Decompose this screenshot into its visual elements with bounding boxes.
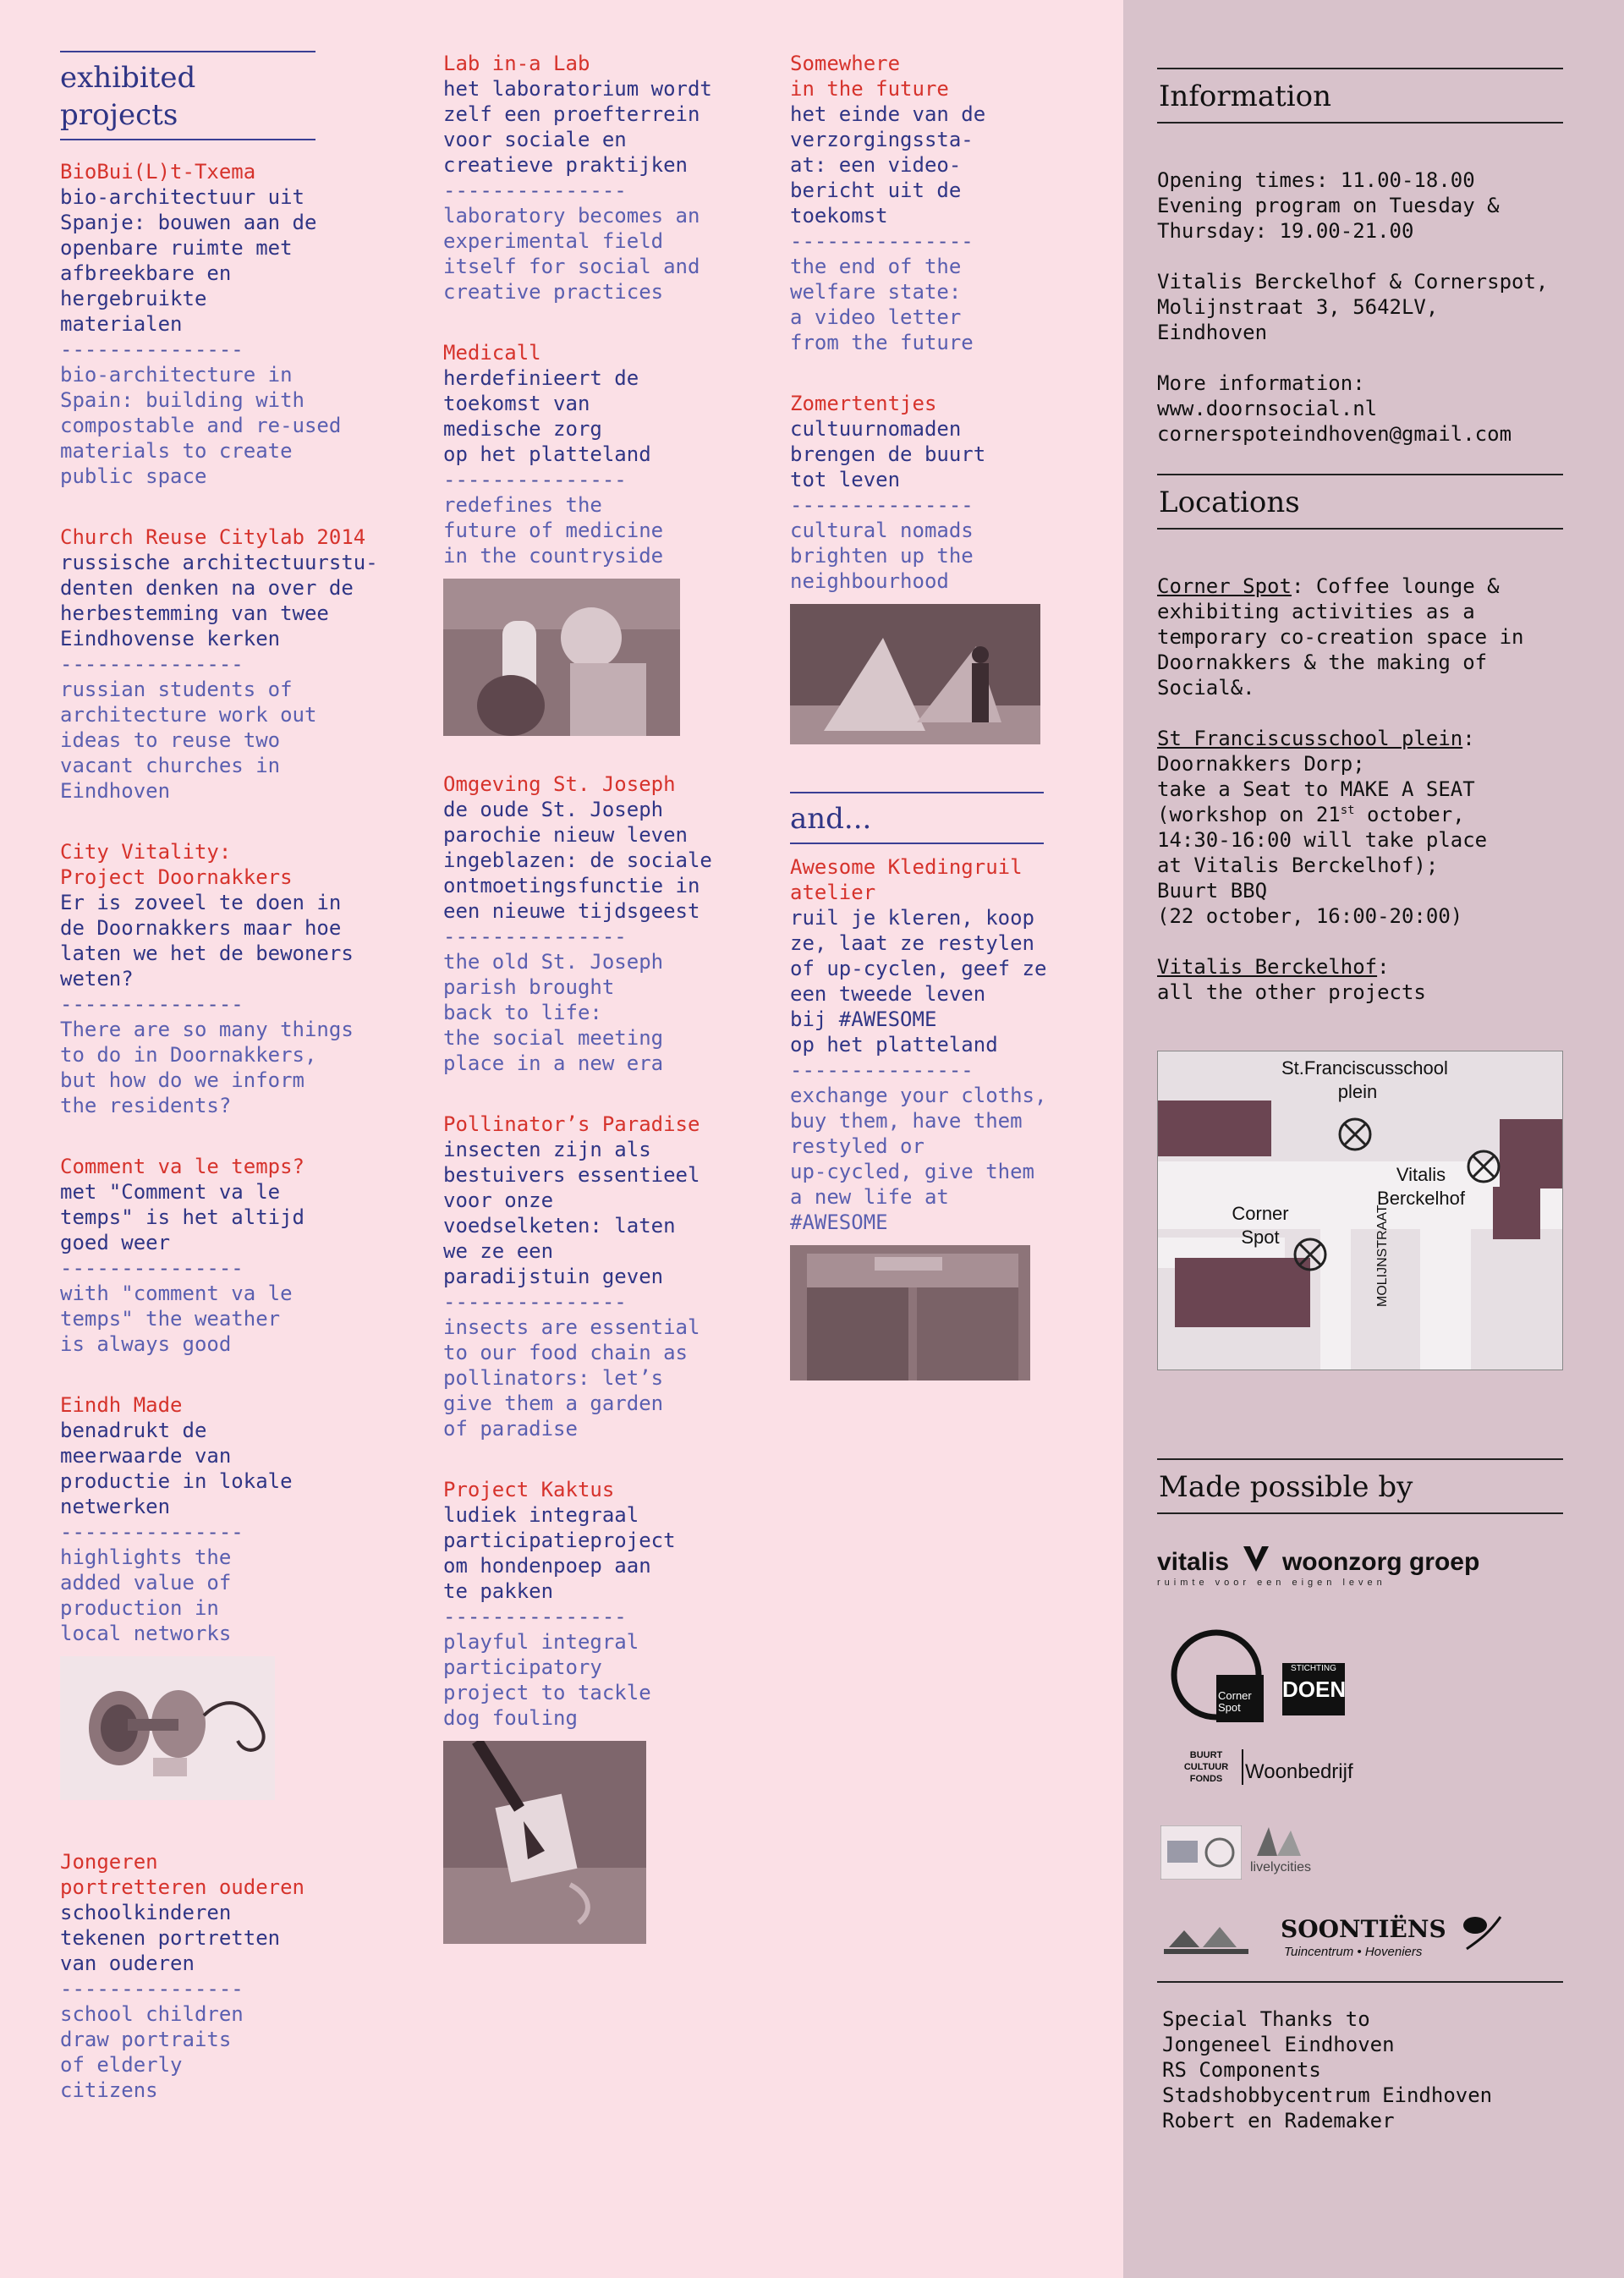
project-title: Awesome Kledingruil atelier <box>790 855 1023 904</box>
soontiens-tagline: Tuincentrum • Hoveniers <box>1284 1945 1423 1959</box>
project-text-nl: herdefinieert de toekomst van medische zorg op het platteland <box>443 366 651 466</box>
project-text-en: school children draw portraits of elderly citizens <box>60 2002 244 2102</box>
lively-cities-logo: livelycities <box>1250 1860 1312 1875</box>
building <box>1493 1187 1540 1239</box>
location-map <box>1157 1051 1563 1370</box>
corner-spot-logo-text: Corner Spot <box>1218 1689 1252 1714</box>
project-text-en: the old St. Joseph parish brought back to life: the social meeting place in a new era <box>443 950 664 1075</box>
project-text-nl: cultuurnomaden brengen de buurt tot leven <box>790 417 986 491</box>
separator: --------------- <box>443 468 627 491</box>
info-column <box>1157 68 1563 2133</box>
headphones-photo <box>60 1656 275 1800</box>
woonbedrijf-logo: Woonbedrijf <box>1245 1760 1353 1783</box>
project-title: Pollinator’s Paradise <box>443 1112 700 1136</box>
ordinal-suffix: st <box>1340 804 1355 817</box>
soontiens-logo: SOONTIËNS <box>1281 1915 1446 1943</box>
project-comment-va-le-temps <box>60 1154 398 1357</box>
project-medicall <box>443 340 773 736</box>
logo-tagline: ruimte voor een eigen leven <box>1157 1578 1386 1588</box>
doen-logo-top: STICHTING <box>1291 1664 1336 1673</box>
eu-logo <box>1160 1825 1242 1880</box>
separator: --------------- <box>443 1605 627 1628</box>
and-heading: and... <box>790 792 1044 844</box>
project-lab-in-a-lab <box>443 51 773 305</box>
project-text-en: redefines the future of medicine in the countryside <box>443 493 664 568</box>
project-text-en: playful integral participatory project to tackle dog fouling <box>443 1630 651 1730</box>
project-biobuilt <box>60 159 398 489</box>
more-information: More information: www.doornsocial.nl cornerspoteindhoven@gmail.com <box>1157 371 1512 446</box>
vitalis-houses-logo <box>1160 1913 1254 1968</box>
map-label-street: MOLIJNSTRAAT <box>1375 1205 1390 1307</box>
map-label-vitalis: Vitalis Berckelhof <box>1377 1164 1465 1209</box>
column-2 <box>443 51 773 1979</box>
project-eindh-made <box>60 1392 398 1800</box>
location-text: : Coffee lounge & exhibiting activities as a temporary co-creation space in Doornakkers & the making of Social&. <box>1157 574 1524 700</box>
project-text-en: with "comment va le temps" the weather is always good <box>60 1282 293 1356</box>
project-title: Omgeving St. Joseph <box>443 772 676 796</box>
project-text-en: insects are essential to our food chain as pollinators: let’s give them a garden of paradise <box>443 1315 700 1441</box>
buurtcultuurfonds-logo: BUURT CULTUUR FONDS <box>1176 1749 1243 1785</box>
doen-logo <box>1282 1663 1345 1715</box>
project-title: Zomertentjes <box>790 392 937 415</box>
logo-row-2 <box>1157 1744 1563 1809</box>
column-3 <box>790 51 1078 1416</box>
location-text: : Doornakkers Dorp; take a Seat to MAKE A SEAT (workshop on 21 <box>1157 727 1475 826</box>
project-text-nl: het laboratorium wordt zelf een proefterrein voor sociale en creatieve praktijken <box>443 77 712 177</box>
location-corner-spot <box>1157 574 1563 700</box>
leaf-icon <box>1458 1908 1504 1954</box>
project-title: BioBui(L)t-Txema <box>60 160 256 184</box>
building <box>1158 1101 1271 1156</box>
lively-cities-icon <box>1252 1822 1306 1859</box>
logo-row-3 <box>1157 1822 1563 1890</box>
project-text-en: exchange your cloths, buy them, have them restyled or up-cycled, give them a new life at #AWESOME <box>790 1084 1047 1234</box>
separator: --------------- <box>790 493 974 517</box>
separator: --------------- <box>60 1977 244 2001</box>
project-title: Lab in-a Lab <box>443 52 590 75</box>
separator: --------------- <box>443 178 627 202</box>
separator: --------------- <box>443 925 627 948</box>
project-text-nl: ruil je kleren, koop ze, laat ze restylen of up-cyclen, geef ze een tweede leven bij #AWESOME op het platteland <box>790 906 1047 1057</box>
opening-times: Opening times: 11.00-18.00 Evening program on Tuesday & Thursday: 19.00-21.00 <box>1157 168 1500 243</box>
location-vitalis <box>1157 954 1563 1005</box>
vitalis-logo <box>1157 1545 1563 1599</box>
map-label-school: St.Franciscusschool plein <box>1281 1057 1448 1102</box>
exhibited-projects-heading: exhibited projects <box>60 51 315 140</box>
jeans-photo <box>790 1245 1030 1381</box>
project-text-nl: bio-architectuur uit Spanje: bouwen aan de openbare ruimte met afbreekbare en hergebruikte materialen <box>60 185 317 336</box>
special-thanks: Special Thanks to Jongeneel Eindhoven RS Components Stadshobbycentrum Eindhoven Robert en Rademaker <box>1162 2007 1493 2133</box>
information-heading: Information <box>1157 68 1563 124</box>
kaktus-photo <box>443 1741 646 1944</box>
separator: --------------- <box>60 992 244 1016</box>
project-text-en: the end of the welfare state: a video letter from the future <box>790 255 974 354</box>
project-text-nl: met "Comment va le temps" is het altijd goed weer <box>60 1180 304 1254</box>
project-text-nl: russische architectuurstu- denten denken na over de herbestemming van twee Eindhovense kerken <box>60 551 378 650</box>
project-title: Jongeren portretteren ouderen <box>60 1850 304 1899</box>
location-label: Corner Spot <box>1157 574 1292 598</box>
project-text-en: bio-architecture in Spain: building with compostable and re-used materials to create public space <box>60 363 342 488</box>
separator: --------------- <box>790 1058 974 1082</box>
project-st-joseph <box>443 771 773 1076</box>
logo-text: woonzorg groep <box>1281 1548 1480 1576</box>
project-title: Somewhere in the future <box>790 52 949 101</box>
separator: --------------- <box>60 338 244 361</box>
project-text-nl: insecten zijn als bestuivers essentieel voor onze voedselketen: laten we ze een paradijstuin geven <box>443 1138 700 1288</box>
location-label: Vitalis Berckelhof <box>1157 955 1378 979</box>
building <box>1500 1119 1562 1188</box>
logo-row-4 <box>1157 1908 1563 1974</box>
project-kaktus <box>443 1477 773 1944</box>
project-church-reuse <box>60 524 398 804</box>
project-text-nl: ludiek integraal participatieproject om hondenpoep aan te pakken <box>443 1503 676 1603</box>
building <box>1175 1258 1310 1327</box>
location-text: october, 14:30-16:00 will take place at Vitalis Berckelhof); Buurt BBQ (22 october, 16:00-20:00) <box>1157 803 1488 928</box>
project-zomertentjes <box>790 391 1078 744</box>
project-title: Eindh Made <box>60 1393 183 1417</box>
project-awesome-kledingruil <box>790 854 1078 1381</box>
doen-logo-text: DOEN <box>1282 1677 1347 1702</box>
project-pollinators-paradise <box>443 1112 773 1441</box>
separator: --------------- <box>60 1256 244 1280</box>
project-title: Project Kaktus <box>443 1478 615 1501</box>
project-text-nl: Er is zoveel te doen in de Doornakkers maar hoe laten we het de bewoners weten? <box>60 891 354 991</box>
location-franciscusschool <box>1157 726 1563 929</box>
separator: --------------- <box>60 1520 244 1544</box>
project-text-nl: benadrukt de meerwaarde van productie in lokale netwerken <box>60 1419 293 1518</box>
locations-heading: Locations <box>1157 474 1563 530</box>
logo-text: vitalis <box>1157 1548 1230 1576</box>
separator: --------------- <box>790 229 974 253</box>
project-text-nl: het einde van de verzorgingssta- at: een video- bericht uit de toekomst <box>790 102 986 228</box>
project-jongeren <box>60 1849 398 2103</box>
project-text-en: laboratory becomes an experimental field itself for social and creative practices <box>443 204 700 304</box>
project-text-en: There are so many things to do in Doornakkers, but how do we inform the residents? <box>60 1018 354 1117</box>
project-text-en: cultural nomads brighten up the neighbourhood <box>790 519 974 593</box>
project-text-nl: de oude St. Joseph parochie nieuw leven ingeblazen: de sociale ontmoetingsfunctie in een nieuwe tijdsgeest <box>443 798 712 923</box>
project-title: Medicall <box>443 341 541 365</box>
project-title: City Vitality: Project Doornakkers <box>60 840 293 889</box>
zomertentjes-photo <box>790 604 1040 744</box>
location-text: : all the other projects <box>1157 955 1426 1004</box>
separator: --------------- <box>443 1290 627 1314</box>
project-title: Church Reuse Citylab 2014 <box>60 525 366 549</box>
column-1 <box>60 51 398 2138</box>
project-text-en: russian students of architecture work out ideas to reuse two vacant churches in Eindhoven <box>60 678 317 803</box>
project-text-en: highlights the added value of production in local networks <box>60 1545 232 1645</box>
project-city-vitality <box>60 839 398 1118</box>
logo-row-1 <box>1157 1628 1563 1722</box>
location-label: St Franciscusschool plein <box>1157 727 1463 750</box>
project-title: Comment va le temps? <box>60 1155 304 1178</box>
map-label-corner-spot: Corner Spot <box>1232 1203 1289 1248</box>
project-somewhere-future <box>790 51 1078 355</box>
vitalis-v-icon <box>1242 1545 1270 1573</box>
separator: --------------- <box>60 652 244 676</box>
medicall-photo <box>443 579 680 736</box>
address: Vitalis Berckelhof & Cornerspot, Molijnstraat 3, 5642LV, Eindhoven <box>1157 270 1549 344</box>
made-possible-heading: Made possible by <box>1157 1458 1563 1514</box>
project-text-nl: schoolkinderen tekenen portretten van ouderen <box>60 1901 281 1975</box>
